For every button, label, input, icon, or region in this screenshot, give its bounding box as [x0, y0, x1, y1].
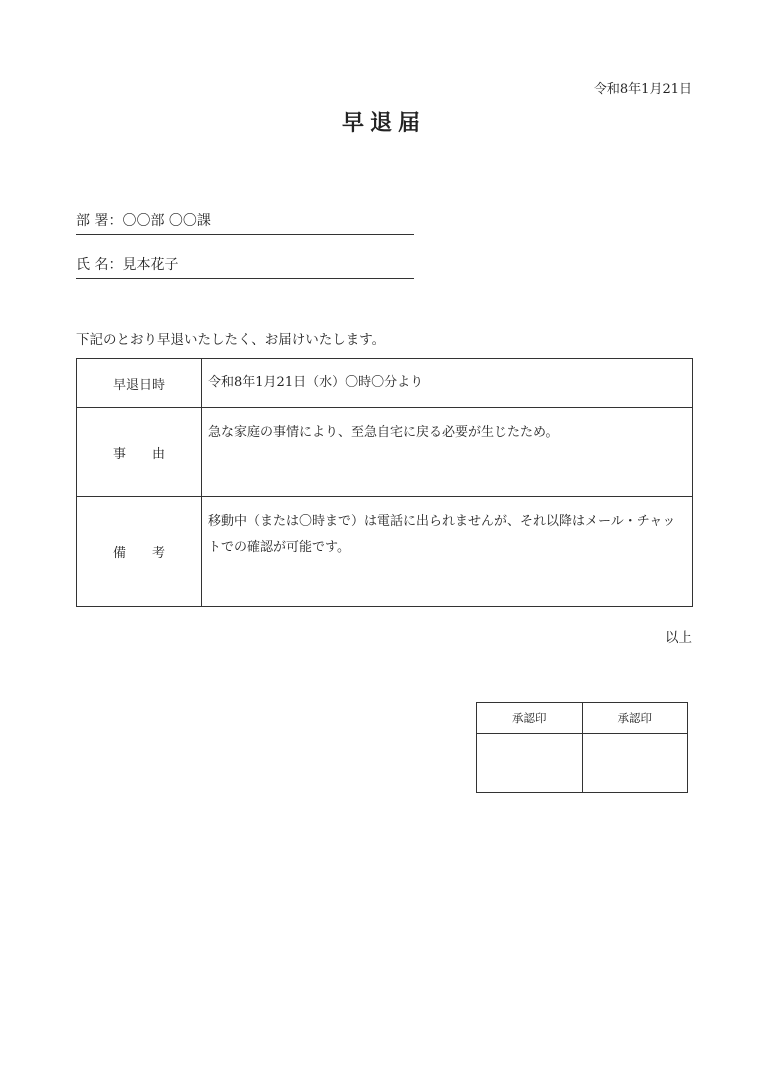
table-row — [77, 497, 693, 607]
name-value: 見本花子 — [122, 257, 179, 273]
row-value: 移動中（または〇時まで）は電話に出られませんが、それ以降はメール・チャットでの確認が可能です。 — [202, 497, 693, 607]
row-label: 早退日時 — [77, 359, 202, 408]
department-label: 部 署： — [76, 213, 123, 229]
approval-header: 承認印 — [582, 703, 688, 734]
table-row — [77, 359, 693, 408]
document-date: 令和8年1月21日 — [593, 82, 692, 97]
name-label: 氏 名： — [76, 257, 123, 273]
name-field — [76, 254, 414, 279]
details-table — [76, 358, 693, 607]
approval-stamp-cell — [582, 734, 688, 793]
department-value: 〇〇部 〇〇課 — [122, 213, 211, 229]
closing-text: 以上 — [665, 630, 692, 646]
approval-stamp-box — [476, 702, 688, 793]
row-value: 令和8年1月21日（水）〇時〇分より — [202, 359, 693, 408]
document-title: 早退届 — [341, 110, 426, 136]
row-label: 備 考 — [77, 497, 202, 607]
table-row — [77, 408, 693, 497]
approval-header: 承認印 — [477, 703, 583, 734]
intro-text: 下記のとおり早退いたしたく、お届けいたします。 — [76, 332, 386, 348]
row-label: 事 由 — [77, 408, 202, 497]
department-field — [76, 210, 414, 235]
approval-stamp-cell — [477, 734, 583, 793]
row-value: 急な家庭の事情により、至急自宅に戻る必要が生じたため。 — [202, 408, 693, 497]
